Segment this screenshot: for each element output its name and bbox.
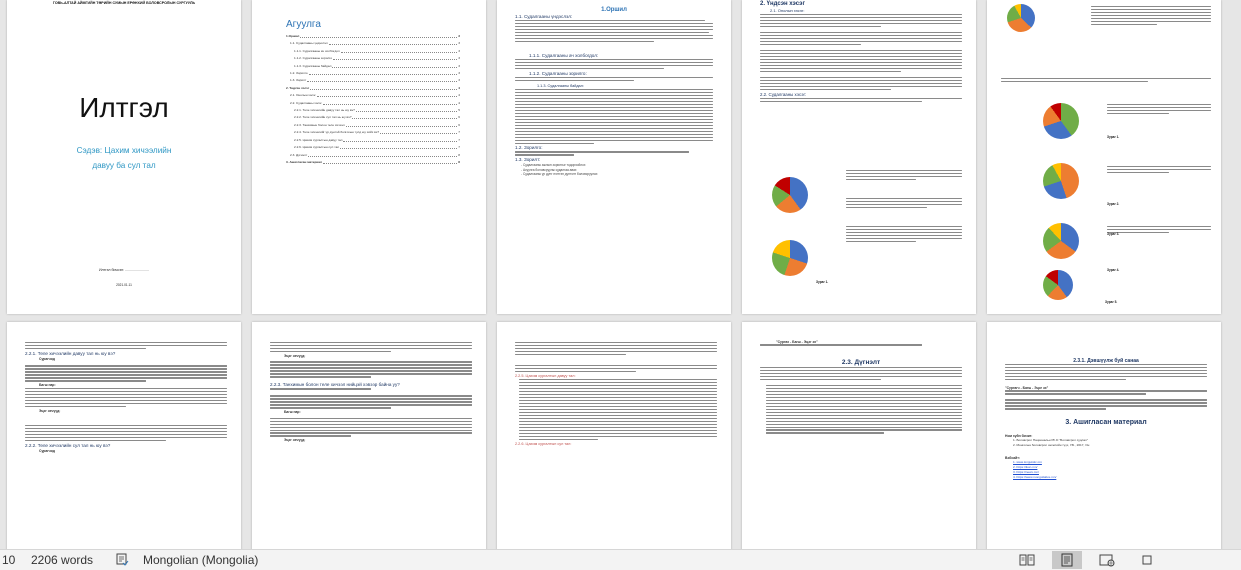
chart-caption-4: Зураг 4. [1107, 268, 1120, 272]
research-text [760, 98, 962, 102]
toc-entry[interactable] [286, 70, 460, 77]
toc-entry-label: 2.2.1. Теле хичээлийн давуу тал нь юу вэ? [294, 108, 355, 113]
page-toc[interactable] [252, 0, 486, 314]
toc-leader-dots [300, 33, 457, 38]
toc-leader-dots [317, 92, 457, 97]
toc-leader-dots [308, 152, 457, 157]
toc-leader-dots [323, 100, 458, 105]
toc-entry-page: 6 [458, 122, 460, 127]
language-indicator[interactable]: Mongolian (Mongolia) [143, 553, 259, 567]
toc-title: Агуулга [286, 19, 321, 30]
pie-chart-4 [1043, 103, 1079, 139]
tele-advantages-heading: 2.2.1. Теле хичээлийн давуу тал нь юу вэ? [25, 350, 116, 356]
print-layout-icon[interactable] [1052, 551, 1082, 569]
pie-chart-7 [1043, 270, 1073, 300]
chart-notes [846, 170, 962, 244]
toc-entry-label: 2.2.2. Теле хичээлийн сул тал нь юу вэ? [294, 115, 352, 120]
toc-leader-dots [343, 137, 457, 142]
toc-entry-page: 7 [458, 145, 460, 150]
toc-entry-page: 3 [458, 78, 460, 83]
p6-intro [25, 342, 227, 349]
chart-5-notes [1107, 166, 1211, 175]
web-layout-icon[interactable] [1092, 551, 1122, 569]
pie-chart-3 [1007, 4, 1035, 32]
cover-author: Илтгэл бичсэн: ........................ [98, 268, 150, 272]
toc-entry-page: 4 [458, 100, 460, 105]
main-heading: 2. Үндсэн хэсэг [760, 1, 805, 7]
page-main-body[interactable] [742, 0, 976, 314]
intro-task-3: - Судалгааны үр дүнг нэгтгэн дүгнэлт боловсруулах [521, 172, 598, 177]
page-conclusion[interactable] [742, 322, 976, 549]
toc-leader-dots [356, 107, 457, 112]
toc-entry-page: 7 [458, 137, 460, 142]
page-number-indicator[interactable]: 10 [2, 553, 16, 567]
page-charts[interactable] [987, 0, 1221, 314]
toc-entry[interactable] [286, 152, 460, 159]
chart-3-notes [1091, 6, 1211, 27]
page-references[interactable] [987, 322, 1221, 549]
toc-entry-label: 3. Ашигласан материал [286, 159, 322, 164]
intro-significance-text [515, 59, 713, 69]
toc-leader-dots [340, 144, 457, 149]
toc-entry[interactable] [286, 129, 460, 136]
p7-intro [270, 342, 472, 352]
websites-label: Вэбсайт: [1005, 455, 1021, 460]
p6-parents-text [25, 425, 227, 441]
pie-chart-5 [1043, 163, 1079, 199]
p7-teachers-label: Багш нар: [284, 410, 301, 415]
toc-entry-page: 3 [458, 34, 460, 38]
toc-entry-label: 2.2.5. Цахим сургалтын давуу тал [294, 137, 343, 142]
chart-caption-5: Зураг 5. [1105, 300, 1118, 304]
websites-list [1005, 460, 1207, 480]
book-ref-1: 1. Боловсрол Национальн Ph.D "Боловсрол судлал" [1013, 438, 1088, 443]
toc-leader-dots [341, 48, 458, 53]
intro-status-heading: 1.1.3. Судалгааны байдал: [537, 83, 584, 88]
intro-rationale-text [515, 20, 713, 42]
toc-entry-label: 1.1.1. Судалгааны ач холбогдол [294, 48, 340, 53]
intro-status-text [515, 89, 713, 144]
toc-entry-page: 8 [458, 159, 460, 164]
toc-entry-label: 1.2. Зорилго [290, 71, 308, 76]
toc-leader-dots [310, 85, 457, 90]
research-heading: 2.2. Судалгааны хэсэг: [760, 91, 807, 97]
toc-entry-label: 2.2.4. Теле хичээлийг үр дүнтэй болгохын тулд юу хийх вэ? [294, 130, 380, 135]
toc-entry[interactable] [286, 137, 460, 144]
page-advantages[interactable] [7, 322, 241, 549]
intro-tasks-heading: 1.3. Зорилт: [515, 157, 541, 163]
intro-task-2: - Асуулга боловсруулж судалгаа авах [521, 167, 577, 172]
toc-leader-dots [307, 77, 457, 82]
toc-entry-page: 7 [458, 130, 460, 135]
theory-text [760, 14, 962, 90]
toc-entry-page: 4 [458, 85, 460, 90]
toc-list [286, 33, 460, 166]
toc-entry[interactable] [286, 63, 460, 70]
toc-entry[interactable] [286, 48, 460, 55]
toc-entry[interactable] [286, 159, 460, 166]
toc-entry-page: 4 [458, 93, 460, 98]
conclusion-text [760, 367, 962, 380]
page-online-learning[interactable] [497, 322, 731, 549]
toc-entry[interactable] [286, 77, 460, 84]
p6-students-label: Сурагчид [39, 356, 55, 361]
p7-parents-text [270, 361, 472, 377]
word-count[interactable]: 2206 words [31, 553, 94, 567]
p7-text-1 [270, 388, 472, 389]
toc-entry-page: 6 [458, 115, 460, 120]
web-link-1[interactable]: 1. www.Linguistic.mn [1013, 460, 1042, 465]
toc-entry-page: 3 [458, 48, 460, 53]
read-mode-icon[interactable] [1012, 551, 1042, 569]
toc-entry[interactable] [286, 107, 460, 114]
intro-tasks-list [515, 163, 713, 176]
toc-entry-label: 2.2.3. Танхимын болон теле хичээл [294, 122, 345, 127]
cover-school-header: ГОВЬ-АЛТАЙ АЙМГИЙН ТӨРИЙН СУМЫН ЕРӨНХИЙ БОЛОВСРОЛЫН СУРГУУЛЬ [52, 1, 196, 5]
toc-entry[interactable] [286, 122, 460, 129]
pie-chart-2 [772, 240, 808, 276]
chart-caption-2: Зураг 2. [1107, 202, 1120, 206]
chart-6-notes [1107, 226, 1211, 235]
toc-entry-page: 5 [458, 108, 460, 113]
p6-teachers-text [25, 388, 227, 407]
intro-task-1: - Судалгааны ажлын зорилгыг тодорхойлох [521, 163, 586, 168]
main-chart-caption: Зураг 1. [816, 280, 829, 284]
p8-text-1 [515, 365, 717, 372]
cover-subtitle-line1: Сэдэв: Цахим хичээлийн [76, 146, 172, 155]
intro-heading: 1.Оршил [601, 7, 627, 13]
toc-entry[interactable] [286, 33, 460, 40]
toc-entry-label: 1.1.3. Судалгааны байдал [294, 63, 332, 68]
theory-heading: 2.1. Онолын хэсэг: [770, 8, 805, 13]
cover-subtitle [47, 143, 201, 173]
page-cover[interactable] [7, 0, 241, 314]
pie-chart-6 [1043, 223, 1079, 259]
p7-parents-label: Эцэг эхчүүд: [284, 353, 306, 358]
p6-students-text [25, 365, 227, 381]
p7-teachers-text [270, 418, 472, 437]
p7-text-2 [270, 395, 472, 408]
ideas-text-2 [1005, 399, 1207, 409]
toc-entry-label: 1.1.2. Судалгааны зорилго [294, 56, 333, 61]
web-link-3[interactable]: 3. https://news.mn/ [1013, 470, 1039, 475]
tele-disadvantages-heading: 2.2.2. Теле хичээлийн сул тал нь юу вэ? [25, 442, 111, 448]
toc-entry-page: 3 [458, 56, 460, 61]
conclusion-heading: 2.3. Дүгнэлт [841, 358, 881, 366]
p6-students-label-2: Сурагчид [39, 448, 55, 453]
p6-parents-label: Эцэг эхчүүд: [39, 408, 61, 413]
cover-subtitle-line2: давуу ба сул тал [92, 161, 156, 170]
toc-entry-label: 2.2. Судалгааны хэсэг [290, 100, 322, 105]
toc-entry[interactable] [286, 114, 460, 121]
focus-icon[interactable] [1132, 551, 1162, 569]
pie-chart-1 [772, 177, 808, 213]
toc-entry-label: 2.1. Онолын хэсэг [290, 93, 316, 98]
p6-teachers-label: Багш нар: [39, 383, 56, 388]
online-disadvantages-heading: 2.2.6. Цахим сургалтын сул тал: [515, 441, 572, 446]
cover-title: Илтгэл [79, 92, 169, 123]
toc-entry-label: 2.3. Дүгнэлт [290, 152, 308, 157]
toc-entry-page: 3 [458, 71, 460, 76]
toc-entry-label: 2.2.6. Цахим сургалтын сул тал [294, 145, 340, 150]
conclusion-list [760, 385, 962, 434]
toc-entry[interactable] [286, 144, 460, 151]
chart-summary-text [1001, 78, 1211, 84]
references-heading: 3. Ашигласан материал [1065, 418, 1147, 426]
status-bar [0, 549, 1241, 570]
online-advantages-list [515, 379, 717, 440]
web-link-4[interactable]: 4. https://www.mongolialive.mn/ [1013, 475, 1057, 480]
toc-entry[interactable] [286, 85, 460, 92]
page-introduction[interactable] [497, 0, 731, 314]
online-advantages-heading: 2.2.5. Цахим сургалтын давуу тал: [515, 373, 576, 378]
ideas-text [1005, 364, 1207, 380]
ideas-heading: 2.3.1. Дэвшүүлж буй санаа [1073, 358, 1139, 364]
ideas-quote: "Сургагч - Багш - Эцэг эх" [1005, 385, 1049, 390]
toc-leader-dots [333, 55, 457, 60]
toc-leader-dots [329, 40, 458, 45]
toc-leader-dots [309, 70, 458, 75]
comparison-heading: 2.2.3. Танхимын болон теле хичээл нийцэй хэвээр байна уу? [270, 382, 400, 388]
intro-significance-heading: 1.1.1. Судалгааны ач холбогдол: [529, 52, 599, 58]
toc-leader-dots [380, 129, 457, 134]
p8-intro [515, 342, 717, 355]
toc-entry-page: 3 [458, 63, 460, 68]
toc-entry-page: 8 [458, 152, 460, 157]
cover-date: 2021.01.11 [116, 283, 132, 287]
intro-rationale-heading: 1.1. Судалгааны үндэслэл: [515, 14, 573, 19]
book-ref-2: 2. Монголын боловсрол хөгжлийн түүх, УБ., 2017, Он [1013, 442, 1090, 447]
toc-leader-dots [346, 122, 458, 127]
intro-goal-text [515, 77, 713, 81]
toc-entry-label: 1.3. Зорилт [290, 78, 307, 83]
p9-intro-quote: "Сургах - Багш - Эцэг эх" [776, 340, 818, 344]
web-link-2[interactable]: 2. https://ikon.mn/ [1013, 465, 1038, 470]
page-comparison[interactable] [252, 322, 486, 549]
books-label: Ном зүйн бичиг: [1005, 433, 1033, 438]
toc-entry[interactable] [286, 40, 460, 47]
chart-4-notes [1107, 104, 1211, 116]
books-list [1005, 438, 1207, 448]
proofing-icon[interactable] [115, 552, 129, 570]
toc-entry[interactable] [286, 55, 460, 62]
p7-parents-label-2: Эцэг эхчүүд: [284, 438, 306, 443]
intro-objective-heading: 1.2. Зорилго: [515, 145, 543, 151]
toc-entry-label: 2. Үндсэн хэсэг [286, 85, 310, 90]
toc-entry[interactable] [286, 92, 460, 99]
toc-entry[interactable] [286, 100, 460, 107]
chart-caption-1: Зураг 1. [1107, 135, 1120, 139]
toc-leader-dots [323, 159, 457, 164]
p9-intro-text [760, 344, 962, 345]
toc-entry-page: 3 [458, 41, 460, 46]
toc-leader-dots [332, 63, 457, 68]
toc-entry-label: 1.1. Судалгааны үндэслэл [290, 41, 328, 46]
intro-goal-heading: 1.1.2. Судалгааны зорилго: [529, 70, 587, 76]
toc-entry-label: 1.Оршил [286, 34, 300, 38]
toc-leader-dots [352, 114, 457, 119]
intro-objective-text [515, 151, 713, 155]
chart-caption-3: Зураг 3. [1107, 232, 1120, 236]
ideas-quote-text [1005, 390, 1207, 394]
